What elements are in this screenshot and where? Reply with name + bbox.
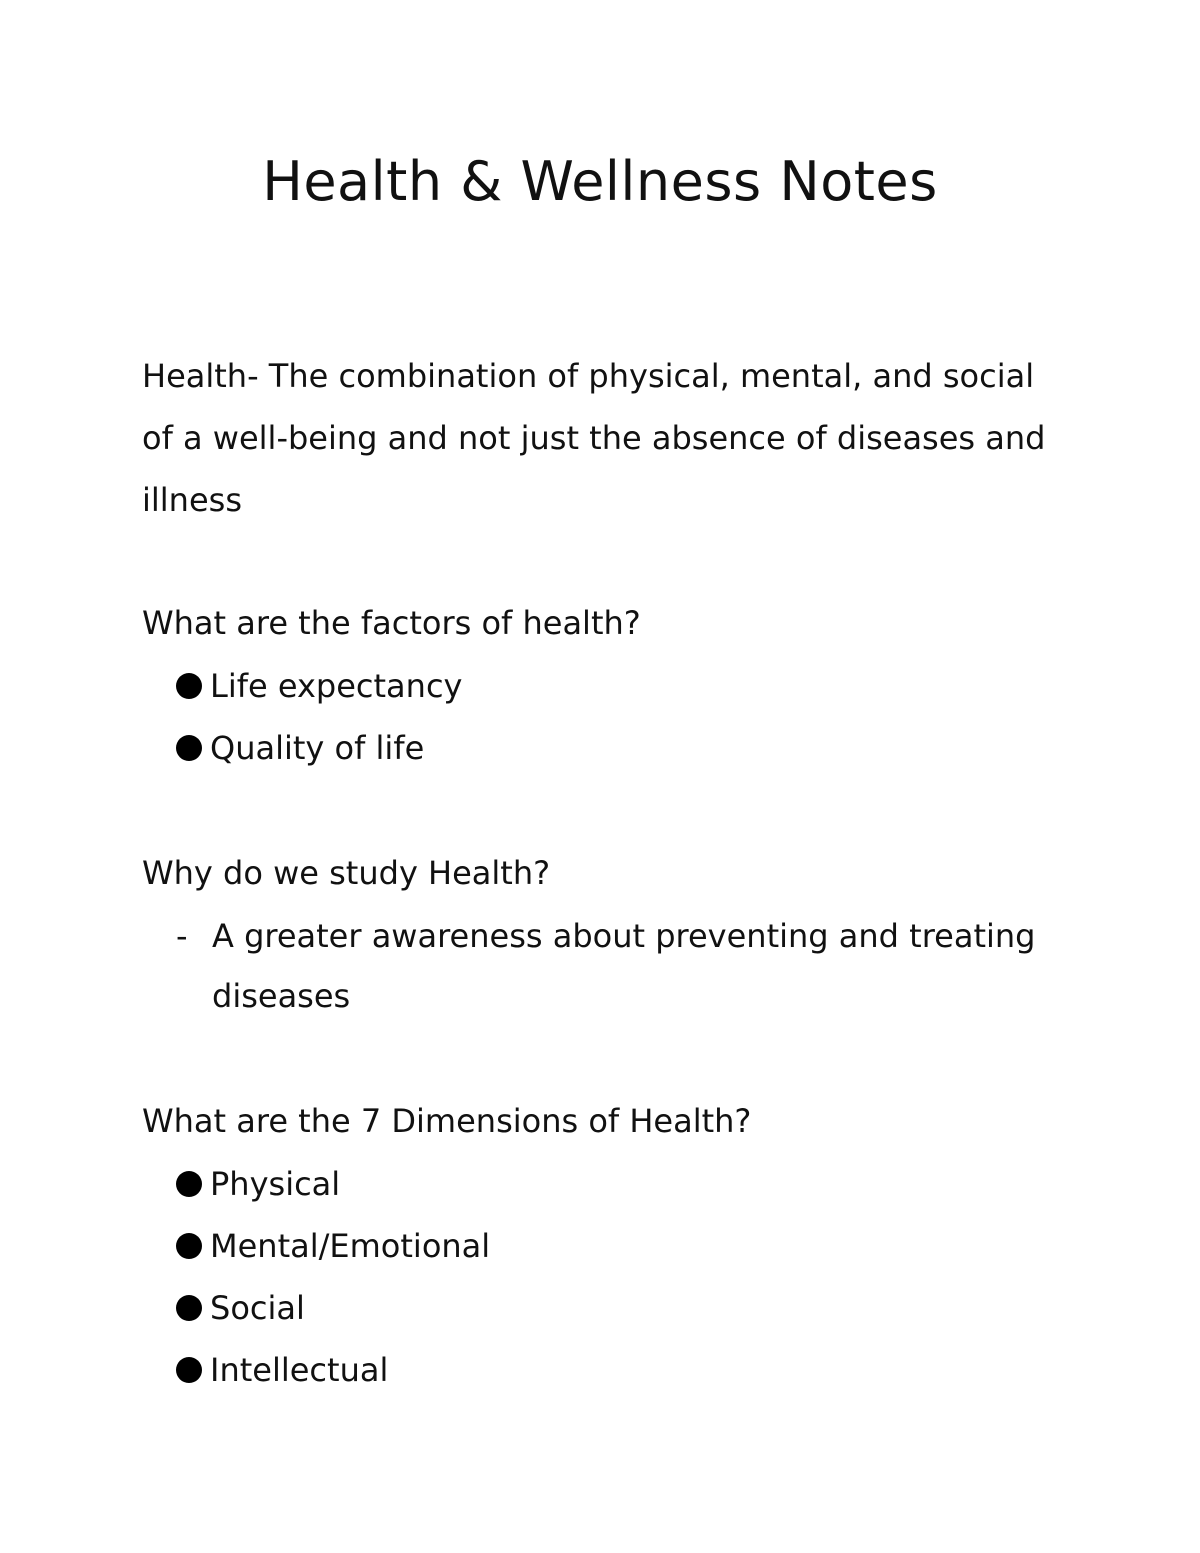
why-answer-line-1: A greater awareness about preventing and treating [212,917,1036,955]
list-item-label: Intellectual [210,1351,389,1389]
list-item-label: Life expectancy [210,667,463,705]
why-question: Why do we study Health? [142,854,551,892]
list-item [176,1288,305,1328]
bullet-icon [176,673,202,699]
why-answer-line-2: diseases [212,977,351,1015]
bullet-icon [176,1171,202,1197]
definition-line-3: illness [142,481,242,519]
list-item-label: Physical [210,1165,341,1203]
bullet-icon [176,1233,202,1259]
list-item [176,666,462,706]
list-item [176,1226,490,1266]
factors-question: What are the factors of health? [142,604,641,642]
list-item-label: Quality of life [210,729,425,767]
list-item-label: Social [210,1289,305,1327]
page-title: Health & Wellness Notes [262,150,938,213]
definition-line-2: of a well-being and not just the absence of diseases and [142,419,1046,457]
dimensions-question: What are the 7 Dimensions of Health? [142,1102,752,1140]
dash-icon: - [176,917,188,955]
bullet-icon [176,1357,202,1383]
list-item-label: Mental/Emotional [210,1227,491,1265]
list-item [176,728,424,768]
bullet-icon [176,1295,202,1321]
list-item [176,1350,388,1390]
definition-line-1: Health- The combination of physical, mental, and social [142,357,1035,395]
list-item [176,1164,340,1204]
bullet-icon [176,735,202,761]
